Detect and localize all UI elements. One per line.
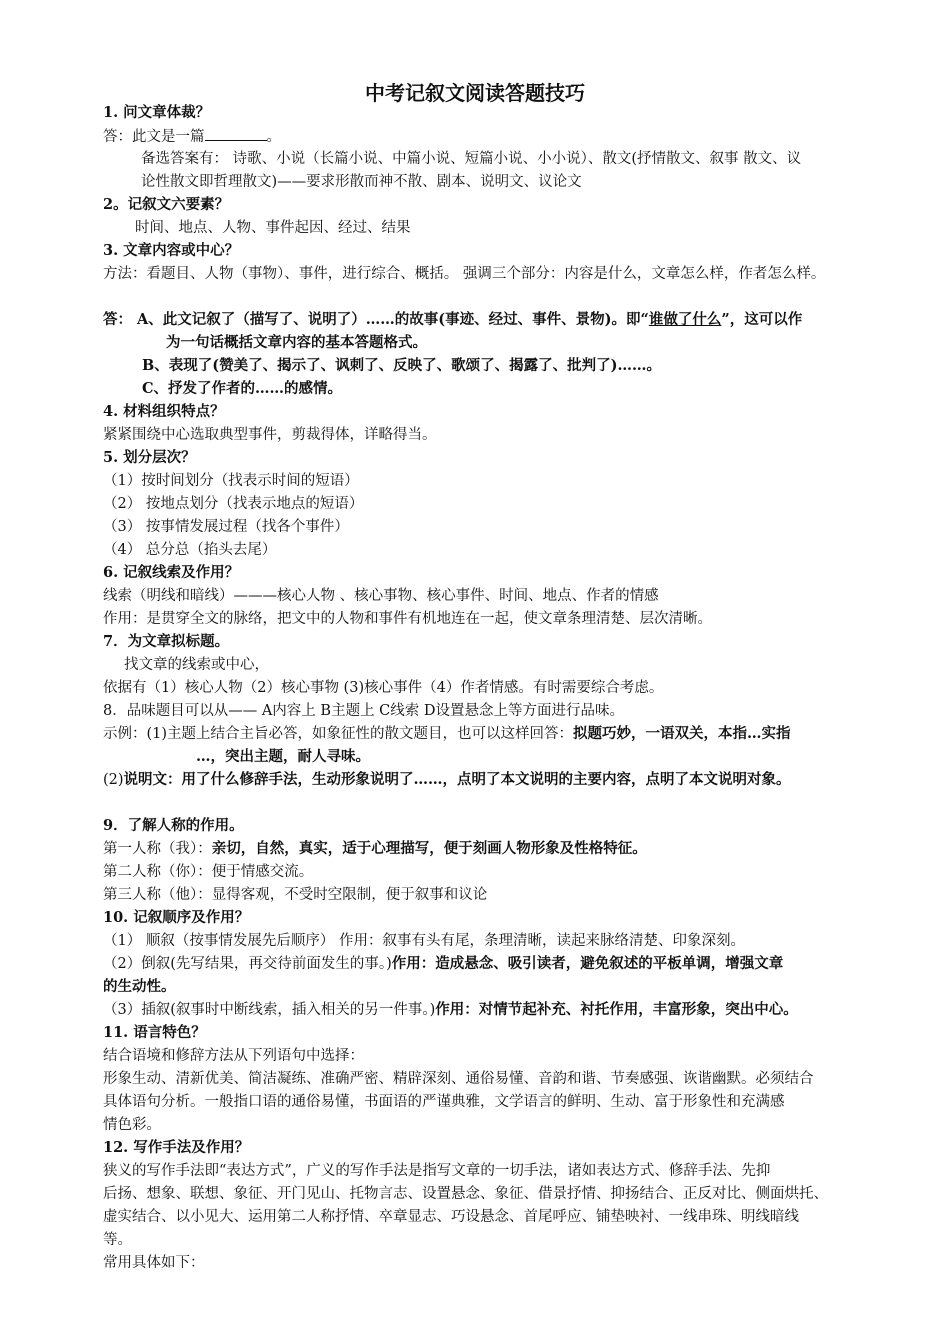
s12-line3: 虚实结合、以小见大、运用第二人称抒情、卒章显志、巧设悬念、首尾呼应、铺垫映衬、一线串珠、明线暗线 bbox=[103, 1209, 799, 1225]
s10-line1: （1） 顺叙（按事情发展先后顺序） 作用：叙事有头有尾，条理清晰，读起来脉络清楚、印象深刻。 bbox=[103, 933, 745, 949]
s5-item-4: （4） 总分总（掐头去尾） bbox=[103, 542, 277, 558]
s8-ex2-bold: 说明文：用了什么修辞手法，生动形象说明了……，点明了本文说明的主要内容，点明了本文说明对象。 bbox=[123, 771, 791, 788]
s2-body: 时间、地点、人物、事件起因、经过、结果 bbox=[135, 220, 411, 236]
s8-example-1-line2: …，突出主题，耐人寻味。 bbox=[196, 748, 370, 765]
s10-line2 bbox=[103, 954, 783, 974]
s9-first-pre: 第一人称（我）： bbox=[103, 841, 212, 857]
s11-line3: 具体语句分析。一般指口语的通俗易懂，书面语的严谨典雅，文学语言的鲜明、生动、富于形象性和充满感 bbox=[103, 1094, 785, 1110]
s8-ex-bold: 拟题巧妙，一语双关，本指…实指 bbox=[573, 725, 791, 742]
s11-line1: 结合语境和修辞方法从下列语句中选择： bbox=[103, 1048, 364, 1064]
s3-a-pre: 答： A、此文记叙了（描写了、说明了）……的故事(事迹、经过、事件、景物)。即“ bbox=[103, 311, 649, 328]
s1-answer-suffix: 。 bbox=[266, 129, 281, 145]
document-title: 中考记叙文阅读答题技巧 bbox=[365, 81, 585, 105]
s7-line1: 找文章的线索或中心， bbox=[124, 657, 269, 673]
s9-first-person bbox=[103, 839, 647, 859]
s8-line: 8．品味题目可以从—— A内容上 B主题上 C线索 D设置悬念上等方面进行品味。 bbox=[103, 703, 625, 719]
s9-first-bold: 亲切，自然，真实，适于心理描写，便于刻画人物形象及性格特征。 bbox=[211, 840, 647, 857]
s4-body: 紧紧围绕中心选取典型事件，剪裁得体，详略得当。 bbox=[103, 427, 437, 443]
s10-heading: 10. 记叙顺序及作用？ bbox=[103, 909, 250, 926]
s6-clue: 线索（明线和暗线）———核心人物 、核心事物、核心事件、时间、地点、作者的情感 bbox=[103, 588, 659, 604]
s3-answer-a bbox=[103, 310, 802, 330]
s3-answer-c: C、抒发了作者的……的感情。 bbox=[142, 380, 343, 397]
s9-second-person: 第二人称（你）：便于情感交流。 bbox=[103, 864, 314, 880]
s3-answer-b: B、表现了(赞美了、揭示了、讽刺了、反映了、歌颂了、揭露了、批判了)……。 bbox=[142, 357, 661, 374]
s9-third-person: 第三人称（他）：显得客观，不受时空限制，便于叙事和议论 bbox=[103, 887, 488, 903]
s4-heading: 4. 材料组织特点？ bbox=[103, 403, 225, 420]
s7-line2: 依据有（1）核心人物（2）核心事物 (3)核心事件（4）作者情感。有时需要综合考虑。 bbox=[103, 680, 664, 696]
s10-l3-bold: 作用：对情节起补充、衬托作用，丰富形象，突出中心。 bbox=[435, 1001, 798, 1018]
s5-item-2: （2） 按地点划分（找表示地点的短语） bbox=[103, 496, 364, 512]
s6-heading: 6. 记叙线索及作用？ bbox=[103, 564, 240, 581]
s10-line3 bbox=[103, 1000, 798, 1020]
s3-answer-a-line2: 为一句话概括文章内容的基本答题格式。 bbox=[166, 334, 427, 351]
s5-item-3: （3） 按事情发展过程（找各个事件） bbox=[103, 519, 349, 535]
s11-line2: 形象生动、清新优美、简洁凝练、准确严密、精辟深刻、通俗易懂、音韵和谐、节奏感强、诙谐幽默。必须结合 bbox=[103, 1071, 814, 1087]
s11-line4: 情色彩。 bbox=[103, 1117, 161, 1133]
s10-line2-cont: 的生动性。 bbox=[103, 978, 176, 995]
s1-answer-prefix: 答：此文是一篇 bbox=[103, 129, 205, 145]
s8-example-2 bbox=[103, 770, 791, 790]
s12-line2: 后扬、想象、联想、象征、开门见山、托物言志、设置悬念、象征、借景抒情、抑扬结合、正反对比、侧面烘托、 bbox=[103, 1186, 828, 1202]
s8-ex-pre: 示例：(1)主题上结合主旨必答，如象征性的散文题目，也可以这样回答： bbox=[103, 726, 574, 742]
s7-heading: 7．为文章拟标题。 bbox=[103, 633, 230, 650]
s3-a-post: ”，这可以作 bbox=[721, 311, 803, 328]
s5-heading: 5. 划分层次？ bbox=[103, 449, 196, 466]
s6-effect: 作用：是贯穿全文的脉络，把文中的人物和事件有机地连在一起，使文章条理清楚、层次清晰。 bbox=[103, 611, 712, 627]
s8-ex2-pre: (2) bbox=[103, 772, 124, 788]
s10-l2-pre: （2）倒叙(先写结果，再交待前面发生的事。) bbox=[103, 956, 392, 972]
s10-l2-bold: 作用：造成悬念、吸引读者，避免叙述的平板单调，增强文章 bbox=[391, 955, 784, 972]
s9-heading: 9．了解人称的作用。 bbox=[103, 817, 244, 834]
s1-heading: 1. 问文章体裁？ bbox=[103, 104, 211, 121]
s10-l3-pre: （3）插叙(叙事时中断线索，插入相关的另一件事。) bbox=[103, 1002, 436, 1018]
s3-heading: 3. 文章内容或中心？ bbox=[103, 242, 240, 259]
s12-heading: 12. 写作手法及作用？ bbox=[103, 1139, 250, 1156]
s3-a-underline: 谁做了什么 bbox=[648, 311, 722, 328]
s5-item-1: （1）按时间划分（找表示时间的短语） bbox=[103, 473, 359, 489]
s1-options-line2: 论性散文即哲理散文)——要求形散而神不散、剧本、说明文、议论文 bbox=[141, 174, 582, 190]
s12-line4: 等。 bbox=[103, 1232, 132, 1248]
s1-answer bbox=[103, 126, 281, 147]
s1-options-line1: 备选答案有： 诗歌、小说（长篇小说、中篇小说、短篇小说、小小说）、散文(抒情散文、叙事 散文、议 bbox=[141, 151, 802, 167]
s12-line5: 常用具体如下： bbox=[103, 1255, 205, 1271]
s11-heading: 11. 语言特色？ bbox=[103, 1024, 206, 1041]
s2-heading: 2。记叙文六要素？ bbox=[103, 196, 230, 213]
s3-method: 方法：看题目、人物（事物）、事件，进行综合、概括。 强调三个部分：内容是什么，文章怎么样，作者怎么样。 bbox=[103, 266, 826, 282]
answer-blank bbox=[205, 126, 267, 141]
s12-line1: 狭义的写作手法即“表达方式”，广义的写作手法是指写文章的一切手法，诸如表达方式、修辞手法、先抑 bbox=[103, 1163, 771, 1179]
s8-example-1 bbox=[103, 724, 791, 744]
